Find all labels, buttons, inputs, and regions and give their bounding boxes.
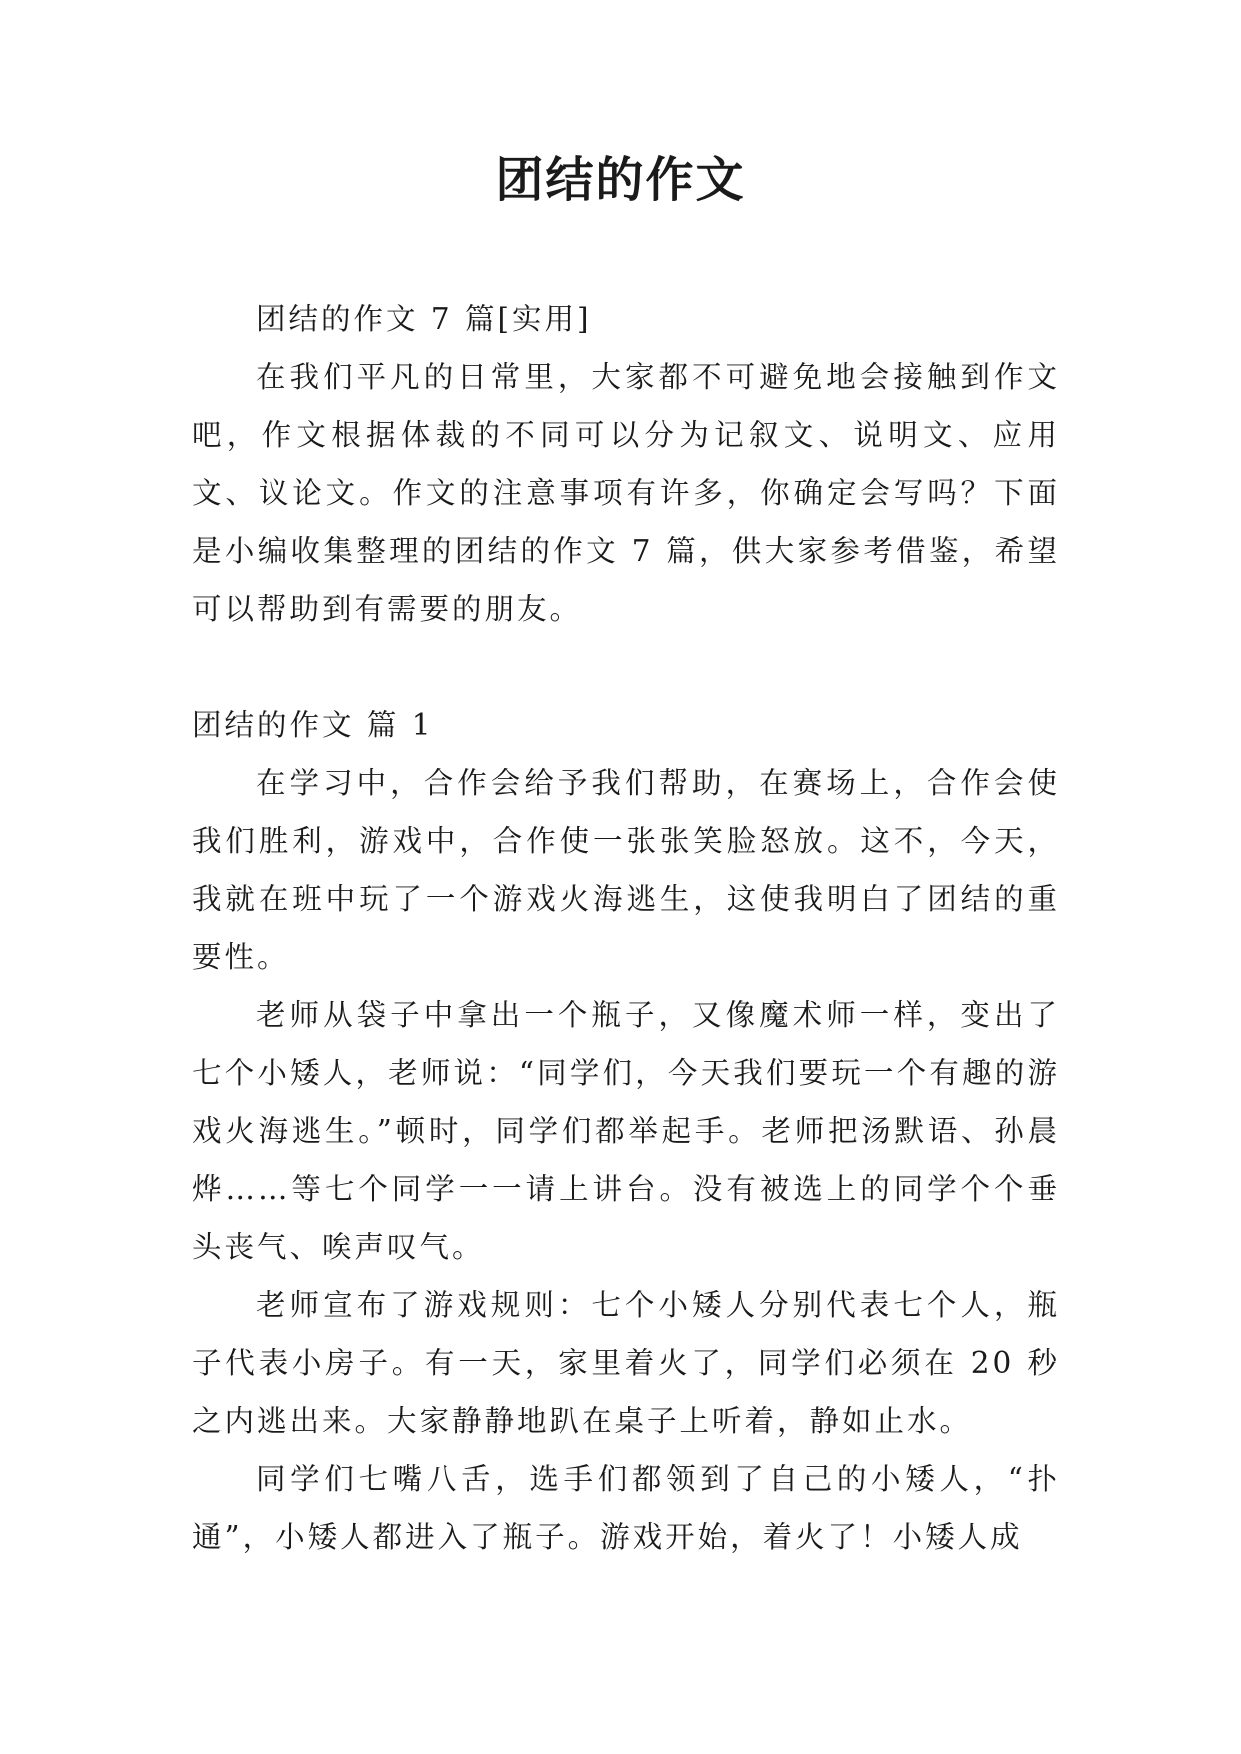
body-paragraph: 老师从袋子中拿出一个瓶子，又像魔术师一样，变出了七个小矮人，老师说：“同学们，今天我们要玩一个有趣的游戏火海逃生。”顿时，同学们都举起手。老师把汤默语、孙晨烨……等七个同学一一请上讲台。没有被选上的同学个个垂头丧气、唉声叹气。 — [192, 998, 1060, 1264]
document-body — [192, 290, 1060, 1566]
section-heading: 团结的作文 篇 1 — [192, 708, 434, 742]
intro-paragraph: 在我们平凡的日常里，大家都不可避免地会接触到作文吧，作文根据体裁的不同可以分为记叙文、说明文、应用文、议论文。作文的注意事项有许多，你确定会写吗？下面是小编收集整理的团结的作文 7 篇，供大家参考借鉴，希望可以帮助到有需要的朋友。 — [192, 360, 1060, 626]
document-subtitle: 团结的作文 7 篇[实用] — [256, 302, 592, 336]
body-paragraph: 老师宣布了游戏规则：七个小矮人分别代表七个人，瓶子代表小房子。有一天，家里着火了，同学们必须在 20 秒之内逃出来。大家静静地趴在桌子上听着，静如止水。 — [192, 1288, 1060, 1438]
body-paragraph: 在学习中，合作会给予我们帮助，在赛场上，合作会使我们胜利，游戏中，合作使一张张笑脸怒放。这不，今天，我就在班中玩了一个游戏火海逃生，这使我明白了团结的重要性。 — [192, 766, 1060, 974]
body-paragraph: 同学们七嘴八舌，选手们都领到了自己的小矮人，“扑通”，小矮人都进入了瓶子。游戏开始，着火了！小矮人成 — [192, 1462, 1060, 1554]
document-title: 团结的作文 — [495, 152, 746, 208]
